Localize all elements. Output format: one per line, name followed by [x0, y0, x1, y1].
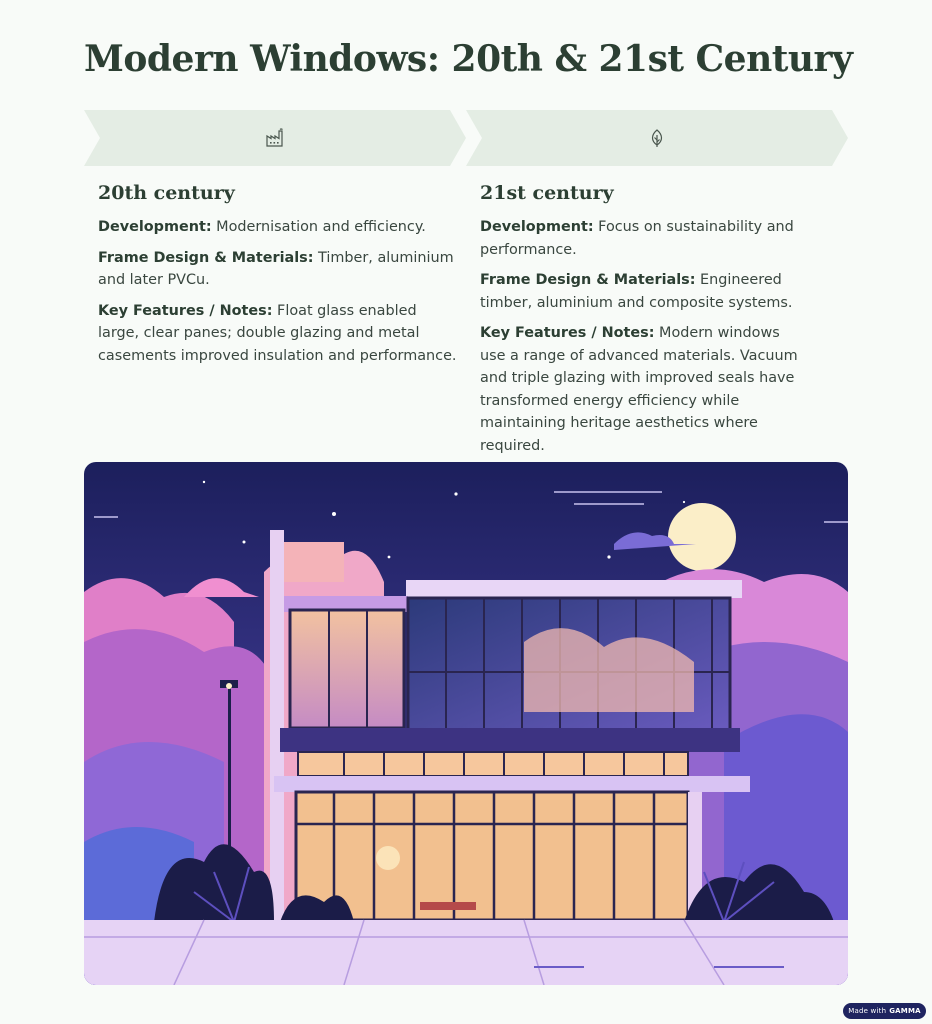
- modern-building-illustration: [84, 462, 848, 985]
- badge-prefix: Made with: [848, 1007, 887, 1015]
- badge-brand: GAMMA: [889, 1007, 921, 1015]
- development-label: Development:: [98, 219, 212, 235]
- development-note: [98, 216, 458, 239]
- leaf-icon: [647, 128, 667, 148]
- column-heading: 21st century: [480, 182, 614, 204]
- frame-label: Frame Design & Materials:: [98, 249, 314, 266]
- frame-note: [480, 269, 800, 314]
- frame-text: Engineered timber, aluminium and composite systems.: [480, 272, 793, 311]
- development-label: Development:: [480, 219, 594, 235]
- features-note: [98, 300, 458, 368]
- features-label: Key Features / Notes:: [480, 325, 655, 341]
- ground: [84, 920, 848, 985]
- page-title: Modern Windows: 20th & 21st Century: [84, 38, 853, 80]
- step-chevron-20th: [84, 110, 466, 166]
- frame-note: [98, 247, 458, 292]
- moon: [668, 503, 736, 571]
- factory-icon: [265, 128, 285, 148]
- column-20th-century: [98, 180, 458, 375]
- development-note: [480, 216, 800, 261]
- column-21st-century: [480, 180, 800, 465]
- development-text: Focus on sustainability and performance.: [480, 219, 794, 258]
- features-note: [480, 322, 800, 457]
- step-chevron-21st: [466, 110, 848, 166]
- development-text: Modernisation and efficiency.: [211, 219, 426, 235]
- column-heading: 20th century: [98, 182, 235, 204]
- features-label: Key Features / Notes:: [98, 302, 273, 319]
- frame-label: Frame Design & Materials:: [480, 272, 696, 288]
- made-with-gamma-badge[interactable]: [843, 1003, 926, 1019]
- frame-text: Timber, aluminium and later PVCu.: [98, 249, 454, 288]
- features-text: Modern windows use a range of advanced materials. Vacuum and triple glazing with improved seals have transformed energy efficiency while maintaining heritage aesthetics where required.: [480, 325, 798, 454]
- features-text: Float glass enabled large, clear panes; double glazing and metal casements improved insulation and performance.: [98, 302, 457, 364]
